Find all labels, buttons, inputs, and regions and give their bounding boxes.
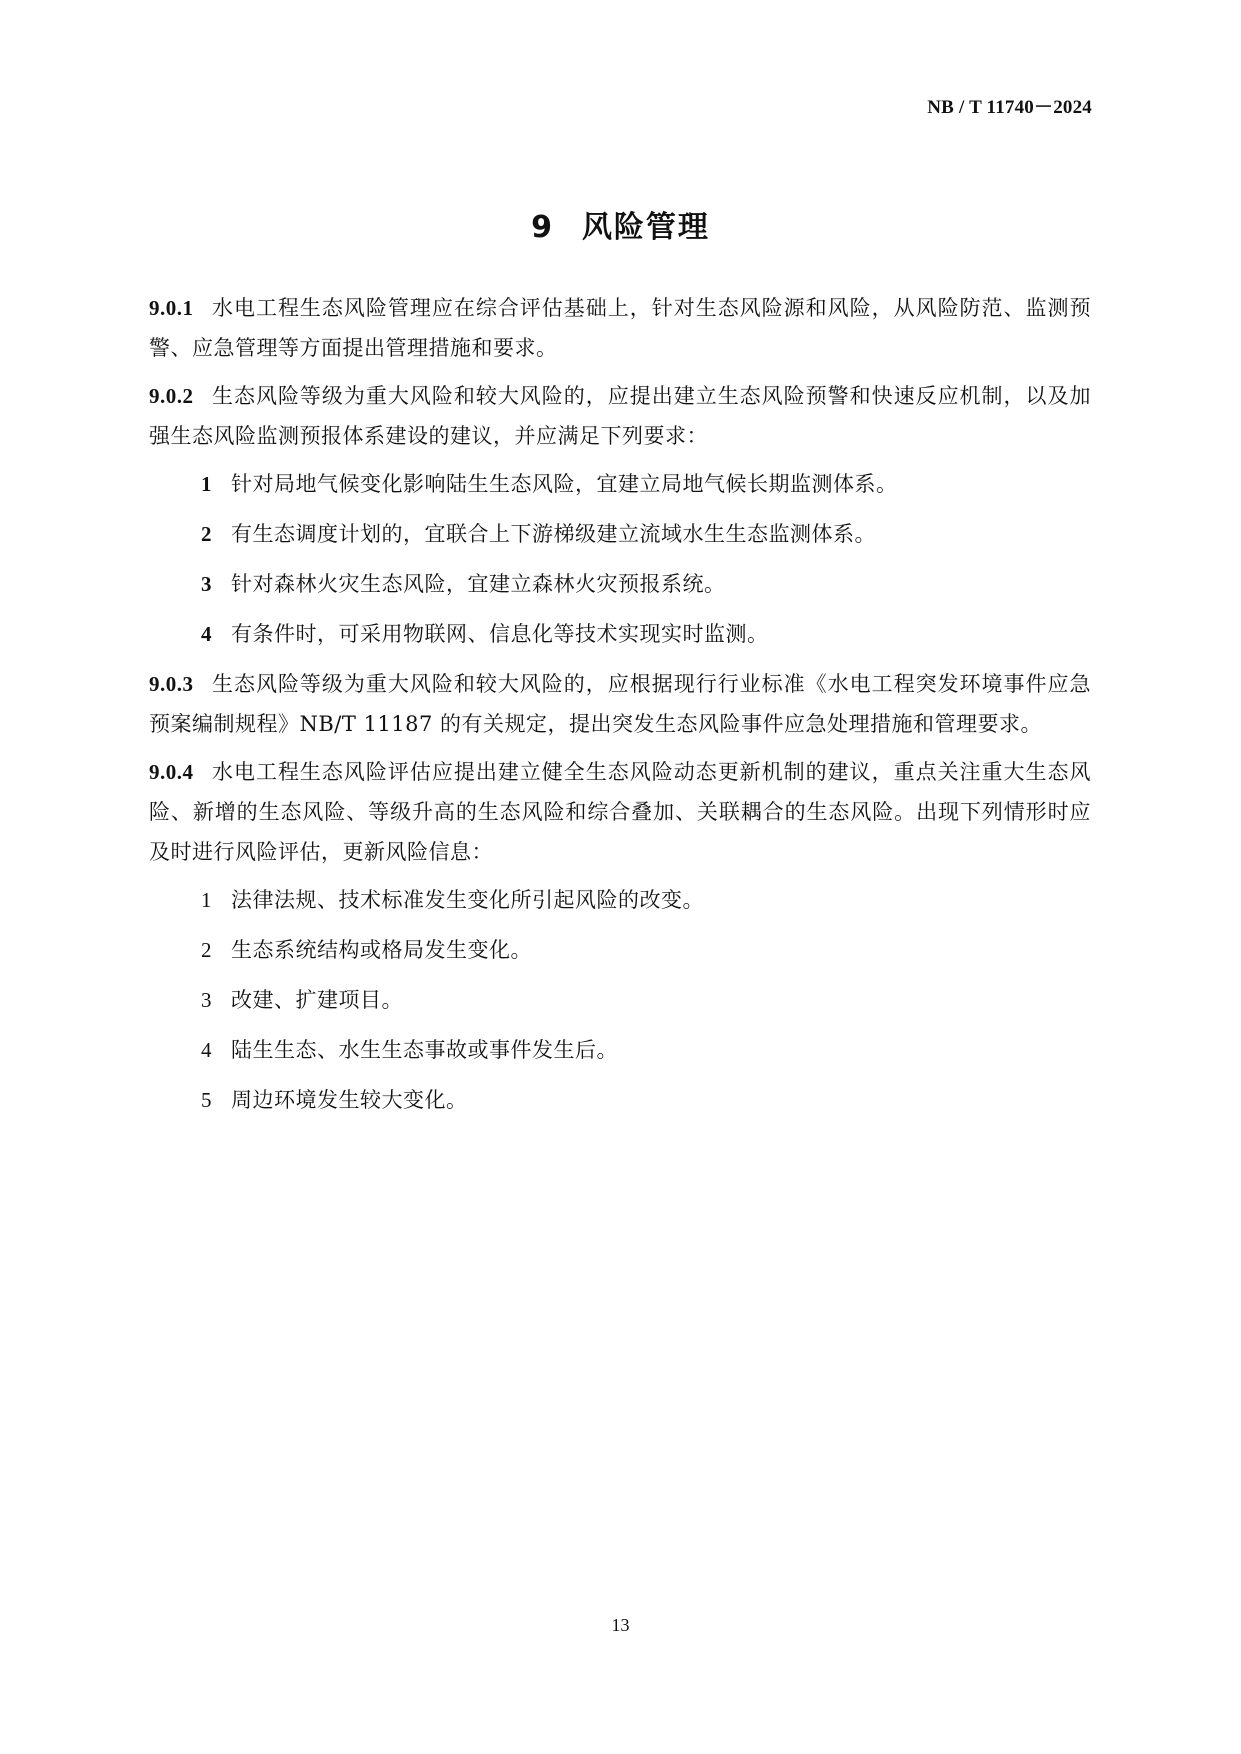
item-text: 生态系统结构或格局发生变化。 (231, 938, 532, 962)
item-number: 4 (201, 1038, 212, 1062)
chapter-title-text: 风险管理 (581, 210, 710, 245)
item-number: 2 (201, 522, 212, 546)
document-body (149, 288, 1091, 1130)
list-item (149, 1080, 1091, 1120)
list-item (149, 614, 1091, 654)
clause-number: 9.0.4 (149, 760, 194, 784)
list-item (149, 980, 1091, 1020)
clause-number: 9.0.3 (149, 672, 194, 696)
list-item (149, 514, 1091, 554)
item-text: 针对局地气候变化影响陆生生态风险，宜建立局地气候长期监测体系。 (231, 472, 898, 496)
item-number: 5 (201, 1088, 212, 1112)
clause-9-0-3 (149, 664, 1091, 744)
item-number: 1 (201, 472, 212, 496)
standard-code: NB / T 11740－2024 (927, 97, 1092, 118)
item-number: 1 (201, 888, 212, 912)
item-text: 陆生生态、水生生态事故或事件发生后。 (231, 1038, 618, 1062)
clause-text: 生态风险等级为重大风险和较大风险的，应根据现行行业标准《水电工程突发环境事件应急预案编制规程》NB/T 11187 的有关规定，提出突发生态风险事件应急处理措施和管理要求。 (149, 672, 1091, 736)
clause-9-0-1 (149, 288, 1091, 368)
item-number: 3 (201, 988, 212, 1012)
list-item (149, 880, 1091, 920)
clause-number: 9.0.2 (149, 384, 194, 408)
item-text: 有条件时，可采用物联网、信息化等技术实现实时监测。 (231, 622, 769, 646)
clause-number: 9.0.1 (149, 296, 194, 320)
page-number: 13 (611, 1615, 630, 1635)
list-item (149, 564, 1091, 604)
clause-text: 生态风险等级为重大风险和较大风险的，应提出建立生态风险预警和快速反应机制，以及加强生态风险监测预报体系建设的建议，并应满足下列要求： (149, 384, 1091, 448)
clause-text: 水电工程生态风险评估应提出建立健全生态风险动态更新机制的建议，重点关注重大生态风险、新增的生态风险、等级升高的生态风险和综合叠加、关联耦合的生态风险。出现下列情形时应及时进行风险评估，更新风险信息： (149, 760, 1091, 864)
list-item (149, 930, 1091, 970)
clause-9-0-4 (149, 752, 1091, 872)
item-number: 3 (201, 572, 212, 596)
chapter-number: 9 (531, 210, 554, 245)
clause-9-0-2 (149, 376, 1091, 456)
list-item (149, 464, 1091, 504)
item-text: 周边环境发生较大变化。 (231, 1088, 468, 1112)
item-number: 4 (201, 622, 212, 646)
chapter-title (0, 202, 1241, 246)
item-text: 改建、扩建项目。 (231, 988, 403, 1012)
item-text: 有生态调度计划的，宜联合上下游梯级建立流域水生生态监测体系。 (231, 522, 876, 546)
item-text: 针对森林火灾生态风险，宜建立森林火灾预报系统。 (231, 572, 726, 596)
list-item (149, 1030, 1091, 1070)
item-text: 法律法规、技术标准发生变化所引起风险的改变。 (231, 888, 704, 912)
item-number: 2 (201, 938, 212, 962)
clause-text: 水电工程生态风险管理应在综合评估基础上，针对生态风险源和风险，从风险防范、监测预警、应急管理等方面提出管理措施和要求。 (149, 296, 1091, 360)
